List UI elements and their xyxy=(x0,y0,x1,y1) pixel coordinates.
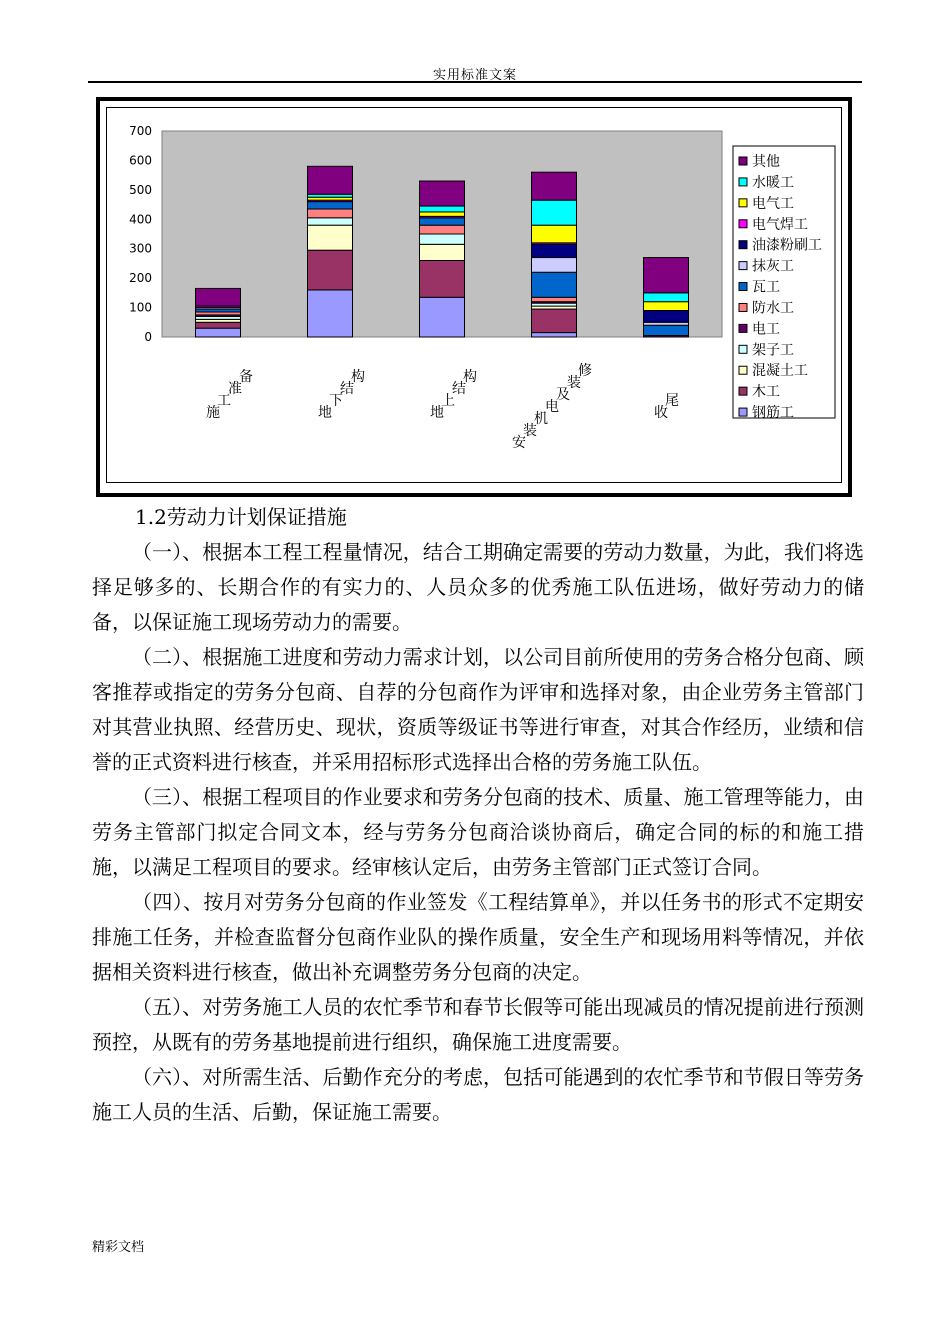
labor-chart xyxy=(100,101,848,493)
bar-segment xyxy=(532,172,577,200)
legend-swatch xyxy=(739,387,747,395)
x-category-label-char: 构 xyxy=(351,369,365,385)
bar-segment xyxy=(420,260,465,297)
legend-swatch xyxy=(739,178,747,186)
page-footer: 精彩文档 xyxy=(92,1240,145,1255)
x-category-label-char: 安 xyxy=(512,435,526,451)
legend-label: 电气焊工 xyxy=(752,216,808,233)
paragraph-3: （三）、根据工程项目的作业要求和劳务分包商的技术、质量、施工管理等能力，由劳务主管部门拟定合同文本，经与劳务分包商洽谈协商后，确定合同的标的和施工措施，以满足工程项目的要求。经审核认定后，由劳务主管部门正式签订合同。 xyxy=(92,785,864,879)
legend-label: 混凝土工 xyxy=(752,363,808,380)
bar-segment xyxy=(532,309,577,333)
legend-label: 水暖工 xyxy=(752,174,794,191)
bar-segment xyxy=(532,272,577,297)
page-header: 实用标准文案 xyxy=(432,68,517,83)
paragraph-4: （四）、按月对劳务分包商的作业签发《工程结算单》，并以任务书的形式不定期安排施工任务，并检查监督分包商作业队的操作质量，安全生产和现场用料等情况，并依据相关资料进行核查，做出补充调整劳务分包商的决定。 xyxy=(92,890,864,984)
legend-swatch xyxy=(739,408,747,416)
legend-label: 木工 xyxy=(752,384,780,401)
legend-swatch xyxy=(739,262,747,270)
bar-segment xyxy=(644,311,689,323)
paragraph-1: （一）、根据本工程工程量情况，结合工期确定需要的劳动力数量，为此，我们将选择足够多的、长期合作的有实力的、人员众多的优秀施工队伍进场，做好劳动力的储备，以保证施工现场劳动力的需要。 xyxy=(92,540,864,634)
legend-swatch xyxy=(739,220,747,228)
bar-segment xyxy=(532,200,577,225)
legend-label: 电气工 xyxy=(752,195,794,212)
paragraph-5: （五）、对劳务施工人员的农忙季节和春节长假等可能出现减员的情况提前进行预测预控，从既有的劳务基地提前进行组织，确保施工进度需要。 xyxy=(92,995,864,1054)
bar-segment xyxy=(532,244,577,257)
x-category-label-char: 结 xyxy=(340,381,354,397)
bar-segment xyxy=(308,250,353,290)
bar-segment xyxy=(420,206,465,212)
y-tick-label: 100 xyxy=(129,300,152,315)
y-tick-label: 600 xyxy=(129,153,152,168)
bar-segment xyxy=(196,288,241,306)
paragraph-2: （二）、根据施工进度和劳动力需求计划，以公司目前所使用的劳务合格分包商、顾客推荐或指定的劳务分包商、自荐的分包商作为评审和选择对象，由企业劳务主管部门对其营业执照、经营历史、现状，资质等级证书等进行审查，对其合作经历，业绩和信誉的正式资料进行核查，并采用招标形式选择出合格的劳务施工队伍。 xyxy=(92,645,864,774)
bar-segment xyxy=(308,209,353,218)
bar-segment xyxy=(532,225,577,243)
x-category-label-char: 装 xyxy=(567,375,581,391)
legend-label: 防水工 xyxy=(752,300,794,317)
paragraph-6: （六）、对所需生活、后勤作充分的考虑，包括可能遇到的农忙季节和节假日等劳务施工人员的生活、后勤，保证施工需要。 xyxy=(92,1065,864,1124)
bar-segment xyxy=(420,234,465,244)
legend-swatch xyxy=(739,241,747,249)
x-category-label-char: 下 xyxy=(329,393,343,409)
bar-segment xyxy=(420,244,465,260)
x-category-label-char: 上 xyxy=(441,393,455,409)
legend-swatch xyxy=(739,283,747,291)
bar-segment xyxy=(420,218,465,225)
legend-swatch xyxy=(739,303,747,311)
legend-label: 钢筋工 xyxy=(752,405,794,422)
bar-segment xyxy=(532,333,577,337)
y-tick-label: 500 xyxy=(129,182,152,197)
bar-segment xyxy=(532,258,577,273)
bar-segment xyxy=(308,290,353,337)
bar-segment xyxy=(644,293,689,302)
legend-swatch xyxy=(739,345,747,353)
bar-segment xyxy=(308,202,353,209)
bar-segment xyxy=(196,328,241,337)
x-category-label-char: 结 xyxy=(452,381,466,397)
legend-label: 架子工 xyxy=(752,342,794,359)
y-tick-label: 0 xyxy=(144,330,152,344)
x-category-label-char: 尾 xyxy=(665,393,679,409)
legend-swatch xyxy=(739,199,747,207)
bar-segment xyxy=(420,181,465,206)
x-category-label-char: 电 xyxy=(545,399,559,415)
y-tick-label: 700 xyxy=(129,124,152,138)
x-category-label-char: 地 xyxy=(430,405,444,421)
legend-label: 油漆粉刷工 xyxy=(752,237,822,254)
bar-segment xyxy=(420,297,465,337)
bar-segment xyxy=(420,225,465,234)
x-category-label-char: 施 xyxy=(206,405,220,421)
section-title: 1.2劳动力计划保证措施 xyxy=(135,505,347,529)
x-category-label-char: 准 xyxy=(228,381,242,397)
x-category-label-char: 修 xyxy=(578,363,592,379)
bar-segment xyxy=(308,166,353,194)
bar-segment xyxy=(196,322,241,328)
legend-label: 其他 xyxy=(752,154,780,170)
bar-segment xyxy=(308,218,353,225)
x-category-label-char: 工 xyxy=(217,393,231,409)
y-tick-label: 300 xyxy=(129,241,152,256)
x-category-label-char: 地 xyxy=(318,405,332,421)
legend-swatch xyxy=(739,157,747,165)
legend-swatch xyxy=(739,366,747,374)
x-category-label-char: 构 xyxy=(463,369,477,385)
x-category-label-char: 机 xyxy=(534,411,548,427)
x-category-label-char: 收 xyxy=(654,405,668,421)
bar-segment xyxy=(532,297,577,301)
bar-segment xyxy=(644,258,689,293)
bar-segment xyxy=(308,225,353,250)
bar-segment xyxy=(644,325,689,335)
y-tick-label: 400 xyxy=(129,212,152,227)
x-category-label-char: 备 xyxy=(239,369,253,385)
chart-frame xyxy=(96,97,852,497)
bar-segment xyxy=(644,302,689,311)
legend-label: 抹灰工 xyxy=(752,258,794,275)
header-rule xyxy=(88,81,862,83)
legend-label: 瓦工 xyxy=(752,279,780,296)
legend-label: 电工 xyxy=(752,321,780,338)
bar-segment xyxy=(420,212,465,216)
y-tick-label: 200 xyxy=(129,271,152,286)
x-category-label-char: 及 xyxy=(556,387,570,403)
body-text xyxy=(92,535,864,1130)
x-category-label-char: 装 xyxy=(523,423,537,439)
legend-swatch xyxy=(739,324,747,332)
